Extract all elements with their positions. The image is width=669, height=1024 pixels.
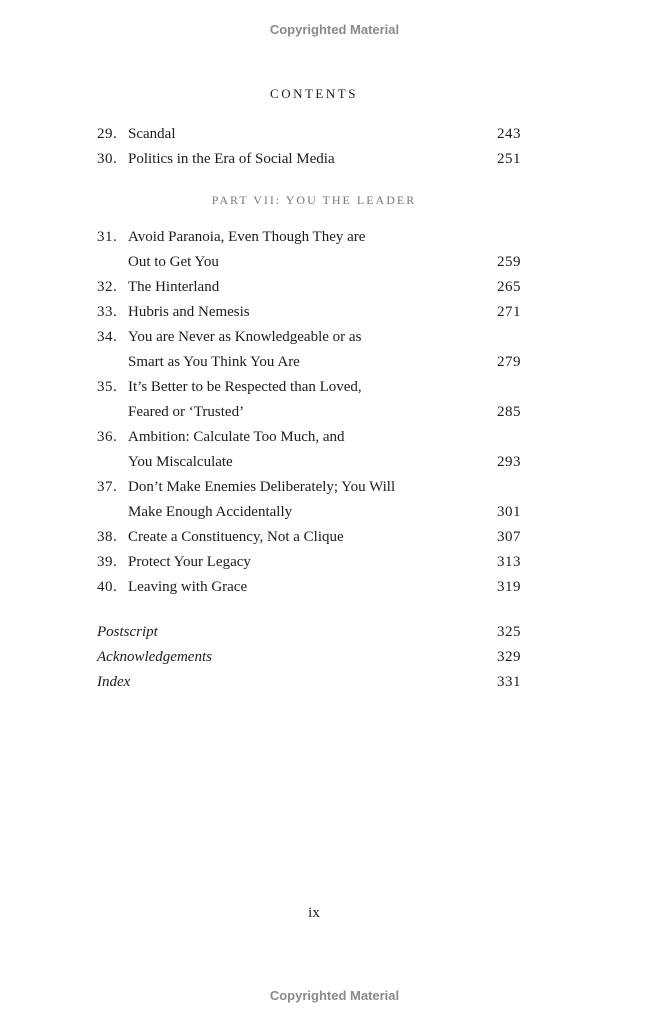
toc-entry[interactable]: [97, 620, 521, 645]
toc-entry[interactable]: [97, 275, 521, 300]
chapter-title: Out to Get You: [128, 254, 219, 270]
chapter-title: Hubris and Nemesis: [128, 304, 250, 320]
section-title: Acknowledgements: [97, 649, 212, 665]
copyright-watermark-top: Copyrighted Material: [269, 22, 400, 37]
toc-entry[interactable]: [97, 225, 521, 250]
chapter-title: Avoid Paranoia, Even Though They are: [128, 229, 366, 245]
chapter-title: The Hinterland: [128, 279, 220, 295]
toc-entry[interactable]: [97, 375, 521, 400]
chapter-number: 35.: [97, 379, 118, 395]
toc-entry-continuation[interactable]: [97, 400, 521, 425]
toc-entry[interactable]: [97, 525, 521, 550]
page-number: 251: [497, 151, 521, 167]
chapter-title: Smart as You Think You Are: [128, 354, 300, 370]
part-heading: PART VII: YOU THE LEADER: [211, 193, 417, 207]
toc-end-matter: [97, 620, 521, 695]
chapter-number: 33.: [97, 304, 118, 320]
page-folio: ix: [308, 905, 320, 921]
page-number: 319: [497, 579, 521, 595]
toc-entry[interactable]: [97, 325, 521, 350]
toc-entry-continuation[interactable]: [97, 250, 521, 275]
toc-entry[interactable]: [97, 147, 521, 172]
toc-entry[interactable]: [97, 645, 521, 670]
chapter-title: Don’t Make Enemies Deliberately; You Will: [128, 479, 396, 495]
toc-entry[interactable]: [97, 550, 521, 575]
page-number: 313: [497, 554, 521, 570]
chapter-number: 29.: [97, 126, 118, 142]
page-number: 293: [497, 454, 521, 470]
contents-heading: CONTENTS: [270, 86, 358, 101]
chapter-number: 40.: [97, 579, 118, 595]
page-number: 271: [497, 304, 521, 320]
page-number: 329: [497, 649, 521, 665]
chapter-title: Feared or ‘Trusted’: [128, 404, 245, 420]
chapter-number: 31.: [97, 229, 118, 245]
chapter-title: You are Never as Knowledgeable or as: [128, 329, 362, 345]
toc-entry-continuation[interactable]: [97, 450, 521, 475]
page-number: 331: [497, 674, 521, 690]
page-number: 301: [497, 504, 521, 520]
chapter-title: Protect Your Legacy: [128, 554, 251, 570]
chapter-title: Create a Constituency, Not a Clique: [128, 529, 344, 545]
copyright-watermark-bottom: Copyrighted Material: [269, 988, 400, 1003]
chapter-title: You Miscalculate: [128, 454, 233, 470]
chapter-title: Politics in the Era of Social Media: [128, 151, 335, 167]
page-number: 325: [497, 624, 521, 640]
toc-entry[interactable]: [97, 300, 521, 325]
chapter-number: 39.: [97, 554, 118, 570]
toc-group-a: [97, 122, 521, 172]
toc-group-b: [97, 225, 521, 600]
page-number: 243: [497, 126, 521, 142]
chapter-number: 30.: [97, 151, 118, 167]
page-number: 279: [497, 354, 521, 370]
chapter-number: 32.: [97, 279, 118, 295]
toc-entry-continuation[interactable]: [97, 500, 521, 525]
chapter-number: 34.: [97, 329, 118, 345]
chapter-number: 36.: [97, 429, 118, 445]
chapter-title: Leaving with Grace: [128, 579, 248, 595]
toc-entry[interactable]: [97, 475, 521, 500]
chapter-title: Make Enough Accidentally: [128, 504, 293, 520]
toc-entry[interactable]: [97, 122, 521, 147]
page-number: 259: [497, 254, 521, 270]
page-number: 285: [497, 404, 521, 420]
chapter-number: 38.: [97, 529, 118, 545]
section-title: Index: [97, 674, 131, 690]
toc-entry[interactable]: [97, 575, 521, 600]
chapter-title: Scandal: [128, 126, 176, 142]
chapter-title: Ambition: Calculate Too Much, and: [128, 429, 345, 445]
toc-entry[interactable]: [97, 670, 521, 695]
section-title: Postscript: [97, 624, 158, 640]
chapter-title: It’s Better to be Respected than Loved,: [128, 379, 362, 395]
page-number: 307: [497, 529, 521, 545]
chapter-number: 37.: [97, 479, 118, 495]
toc-entry[interactable]: [97, 425, 521, 450]
page-number: 265: [497, 279, 521, 295]
toc-entry-continuation[interactable]: [97, 350, 521, 375]
